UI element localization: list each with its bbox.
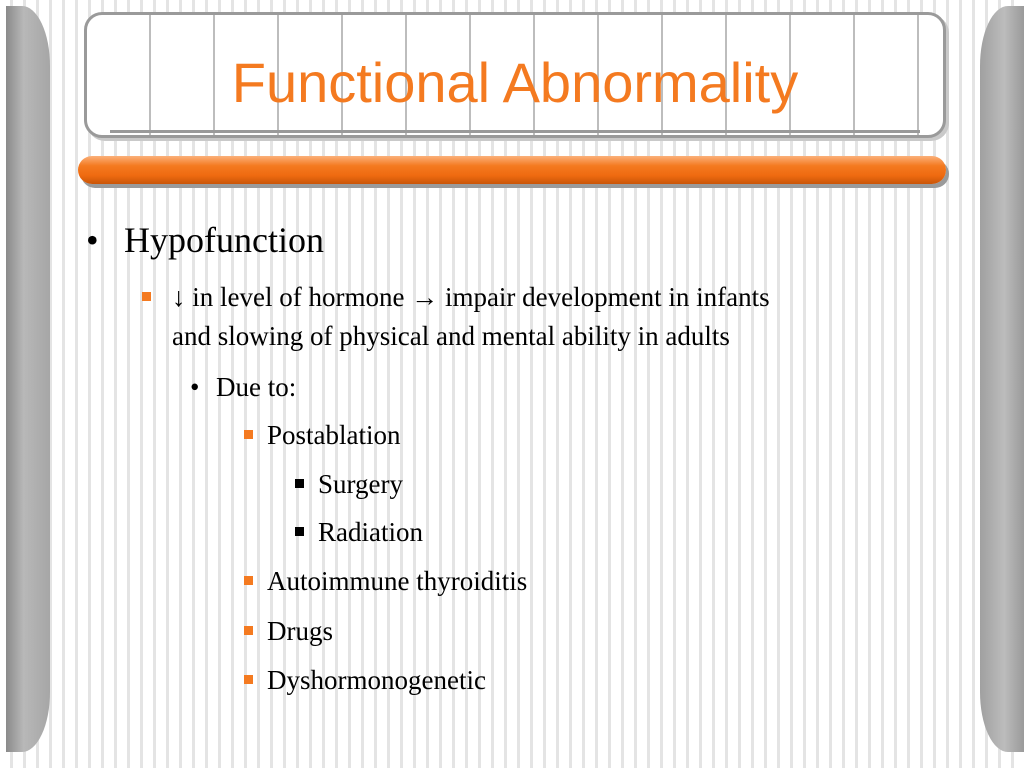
slide-title: Functional Abnormality (231, 51, 799, 114)
bullet-surgery: Surgery (318, 469, 403, 499)
black-square-bullet (295, 479, 304, 488)
orange-square-bullet (142, 292, 151, 301)
black-square-bullet (295, 527, 304, 536)
bullet-due-to: Due to: (216, 372, 297, 402)
bullet-hypofunction: Hypofunction (124, 220, 324, 260)
round-bullet-small: • (190, 372, 200, 402)
round-bullet: • (86, 220, 99, 260)
bullet-radiation: Radiation (318, 517, 423, 547)
bullet-hormone-line1: ↓ in level of hormone → impair development in infants (172, 282, 770, 312)
orange-square-bullet (244, 430, 253, 439)
orange-square-bullet (244, 626, 253, 635)
bullet-hormone-line2: and slowing of physical and mental ability in adults (172, 321, 730, 351)
orange-square-bullet (244, 675, 253, 684)
bullet-autoimmune-thyroiditis: Autoimmune thyroiditis (267, 566, 528, 596)
orange-square-bullet (244, 576, 253, 585)
bullet-dyshormonogenetic: Dyshormonogenetic (267, 665, 486, 695)
bullet-drugs: Drugs (267, 616, 333, 646)
bullet-postablation: Postablation (267, 420, 401, 450)
